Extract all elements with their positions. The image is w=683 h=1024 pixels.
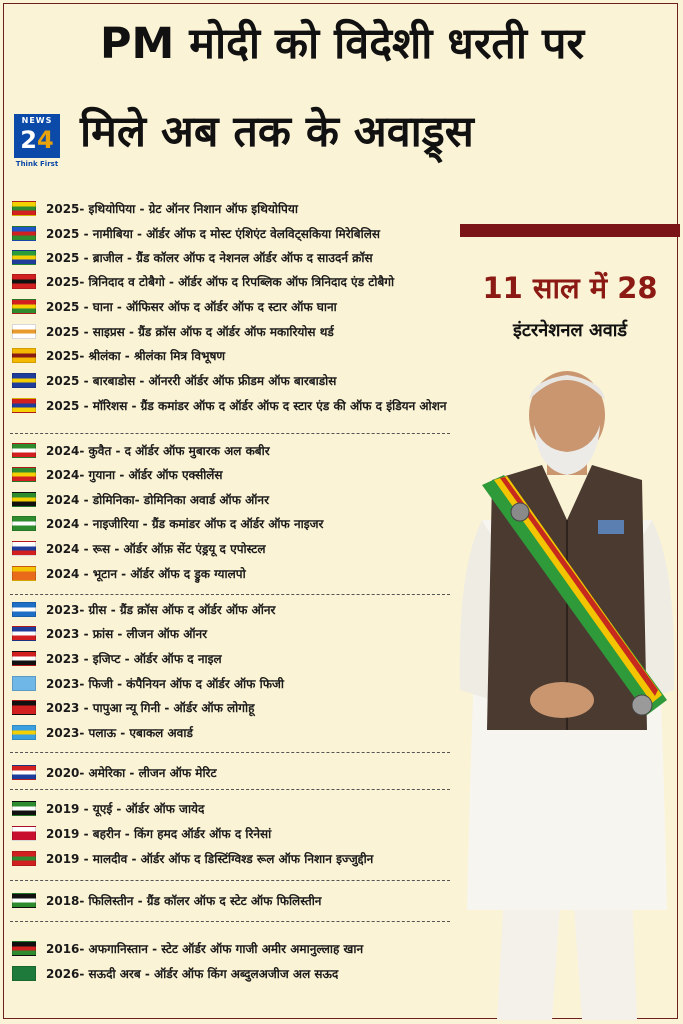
- divider: [10, 752, 450, 753]
- award-text: 2023- ग्रीस - ग्रैंड क्रॉस ऑफ द ऑर्डर ऑफ ऑनर: [46, 602, 276, 617]
- flag-icon: [12, 492, 36, 507]
- award-text: 2024- गुयाना - ऑर्डर ऑफ एक्सीलेंस: [46, 467, 223, 482]
- award-text: 2024 - डोमिनिका- डोमिनिका अवार्ड ऑफ ऑनर: [46, 492, 269, 507]
- flag-icon: [12, 676, 36, 691]
- award-text: 2016- अफगानिस्तान - स्टेट ऑर्डर ऑफ गाजी अमीर अमानुल्लाह खान: [46, 941, 364, 956]
- award-text: 2019 - बहरीन - किंग हमद ऑर्डर ऑफ द रिनेसां: [46, 826, 272, 841]
- flag-icon: [12, 851, 36, 866]
- award-row: [12, 344, 225, 366]
- award-row: [12, 822, 271, 844]
- award-text: 2025- त्रिनिदाद व टोबैगो - ऑर्डर ऑफ द रिपब्लिक ऑफ त्रिनिदाद एंड टोबैगो: [46, 274, 395, 289]
- award-text: 2018- फिलिस्तीन - ग्रैंड कॉलर ऑफ द स्टेट ऑफ फिलिस्तीन: [46, 893, 322, 908]
- headline-line-2: मिले अब तक के अवाड्र्स: [80, 107, 474, 157]
- flag-icon: [12, 274, 36, 289]
- flag-icon: [12, 801, 36, 816]
- award-text: 2024- कुवैत - द ऑर्डर ऑफ मुबारक अल कबीर: [46, 443, 270, 458]
- award-text: 2024 - रूस - ऑर्डर ऑफ़ सेंट एंड्रयू द एपोस्टल: [46, 541, 266, 556]
- award-text: 2023- फिजी - कंपैनियन ऑफ द ऑर्डर ऑफ फिजी: [46, 676, 284, 691]
- flag-icon: [12, 541, 36, 556]
- award-text: 2025- श्रीलंका - श्रीलंका मित्र विभूषण: [46, 348, 226, 363]
- award-row: [12, 962, 338, 984]
- award-row: [12, 369, 336, 391]
- award-row: [12, 246, 373, 268]
- award-row: [12, 937, 363, 959]
- award-text: 2025 - बारबाडोस - ऑनररी ऑर्डर ऑफ फ्रीडम ऑफ बारबाडोस: [46, 373, 337, 388]
- award-row: [12, 761, 217, 783]
- award-text: 2026- सऊदी अरब - ऑर्डर ऑफ किंग अब्दुलअजीज अल सऊद: [46, 966, 339, 981]
- flag-icon: [12, 348, 36, 363]
- flag-icon: [12, 725, 36, 740]
- flag-icon: [12, 373, 36, 388]
- flag-icon: [12, 398, 36, 413]
- flag-icon: [12, 299, 36, 314]
- award-text: 2023 - पापुआ न्यू गिनी - ऑर्डर ऑफ लोगोहू: [46, 700, 255, 715]
- award-text: 2025- इथियोपिया - ग्रेट ऑनर निशान ऑफ इथियोपिया: [46, 201, 298, 216]
- flag-icon: [12, 826, 36, 841]
- flag-icon: [12, 602, 36, 617]
- award-text: 2023 - इजिप्ट - ऑर्डर ऑफ द नाइल: [46, 651, 222, 666]
- award-row: [12, 463, 223, 485]
- award-text: 2024 - भूटान - ऑर्डर ऑफ द ड्रुक ग्यालपो: [46, 566, 246, 581]
- headline-line-1: PM मोदी को विदेशी धरती पर: [99, 19, 585, 69]
- flag-icon: [12, 443, 36, 458]
- divider: [10, 880, 450, 881]
- award-row: [12, 696, 255, 718]
- award-row: [12, 622, 207, 644]
- logo-tagline: Think First: [15, 160, 59, 168]
- accent-bar: [460, 224, 680, 237]
- award-text: 2019 - यूएई - ऑर्डर ऑफ जायेद: [46, 801, 205, 816]
- award-row: [12, 320, 334, 342]
- divider: [10, 433, 450, 434]
- award-row: [12, 295, 337, 317]
- divider: [10, 594, 450, 595]
- logo-num-b: 4: [37, 126, 54, 154]
- award-text: 2025 - घाना - ऑफिसर ऑफ द ऑर्डर ऑफ द स्टार ऑफ घाना: [46, 299, 337, 314]
- flag-icon: [12, 516, 36, 531]
- flag-icon: [12, 467, 36, 482]
- award-row: [12, 889, 321, 911]
- award-text: 2025 - नामीबिया - ऑर्डर ऑफ द मोस्ट एंशिएंट वेलविट्सकिया मिरेबिलिस: [46, 226, 380, 241]
- award-text: 2023 - फ्रांस - लीजन ऑफ ऑनर: [46, 626, 208, 641]
- flag-icon: [12, 250, 36, 265]
- award-text: 2019 - मालदीव - ऑर्डर ऑफ द डिस्टिंग्विश्ड रूल ऑफ निशान इज्जुद्दीन: [46, 851, 374, 866]
- award-row: [12, 797, 204, 819]
- award-row: [12, 222, 380, 244]
- flag-icon: [12, 324, 36, 339]
- award-row: [12, 598, 275, 620]
- news24-logo: [14, 114, 60, 170]
- award-row: [12, 197, 298, 219]
- flag-icon: [12, 941, 36, 956]
- flag-icon: [12, 201, 36, 216]
- award-row: [12, 512, 323, 534]
- award-text: 2024 - नाइजीरिया - ग्रैंड कमांडर ऑफ द ऑर्डर ऑफ नाइजर: [46, 516, 324, 531]
- flag-icon: [12, 893, 36, 908]
- flag-icon: [12, 765, 36, 780]
- logo-news-text: NEWS: [21, 116, 53, 125]
- award-text: 2020- अमेरिका - लीजन ऑफ मेरिट: [46, 765, 217, 780]
- flag-icon: [12, 626, 36, 641]
- flag-icon: [12, 566, 36, 581]
- award-text: 2025 - ब्राजील - ग्रैंड कॉलर ऑफ द नेशनल ऑर्डर ऑफ द साउदर्न क्रॉस: [46, 250, 373, 265]
- flag-icon: [12, 651, 36, 666]
- award-text: 2023- पलाऊ - एबाकल अवार्ड: [46, 725, 193, 740]
- award-text: 2025 - मॉरिशस - ग्रैंड कमांडर ऑफ द ऑर्डर ऑफ द स्टार एंड की ऑफ द इंडियन ओशन: [46, 398, 447, 413]
- logo-num-a: 2: [20, 126, 37, 154]
- award-row: [12, 270, 394, 292]
- award-row: [12, 647, 222, 669]
- award-row: [12, 537, 266, 559]
- divider: [10, 921, 450, 922]
- award-row: [12, 562, 246, 584]
- flag-icon: [12, 226, 36, 241]
- divider: [10, 789, 450, 790]
- flag-icon: [12, 966, 36, 981]
- award-row: [12, 394, 447, 416]
- award-row: [12, 672, 284, 694]
- award-row: [12, 847, 373, 869]
- award-row: [12, 721, 193, 743]
- award-row: [12, 488, 269, 510]
- flag-icon: [12, 700, 36, 715]
- portrait-image: [452, 370, 682, 1020]
- stat-subtitle: इंटरनेशनल अवार्ड: [512, 320, 627, 341]
- stat-headline: 11 साल में 28: [482, 271, 658, 305]
- award-text: 2025 - साइप्रस - ग्रैंड क्रॉस ऑफ द ऑर्डर ऑफ मकारियोस थर्ड: [46, 324, 334, 339]
- award-row: [12, 439, 270, 461]
